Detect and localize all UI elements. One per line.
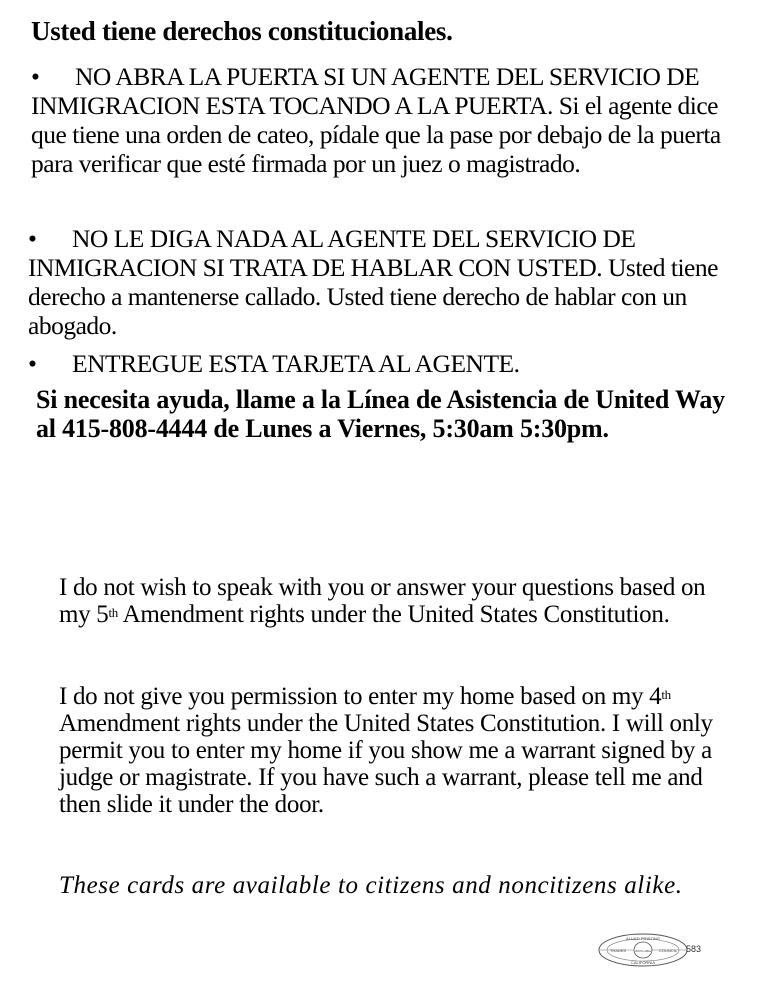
bullet-icon: • bbox=[31, 62, 40, 91]
bullet-text: NO LE DIGA NADA AL AGENTE DEL SERVICIO DE INMIGRACION SI TRATA DE HABLAR CON USTED. Usted tiene derecho a mantenerse callado. Usted tiene derecho de hablar con un abogado. bbox=[28, 224, 718, 340]
bullet-item-door bbox=[31, 62, 751, 178]
bullet-icon: • bbox=[28, 349, 37, 378]
union-top-text: ALLIED PRINTING bbox=[625, 936, 661, 941]
bullet-item-silence bbox=[28, 224, 748, 340]
union-bottom-text: CALIFORNIA bbox=[630, 960, 656, 965]
union-seal-icon bbox=[598, 933, 688, 967]
availability-note: These cards are available to citizens and noncitizens alike. bbox=[59, 872, 683, 899]
bullet-icon: • bbox=[28, 224, 37, 253]
union-right-text: COUNCIL bbox=[658, 948, 678, 953]
union-label-logo bbox=[598, 933, 718, 967]
bullet-item-card bbox=[28, 349, 748, 378]
p1-text-a: I do not wish to speak with you or answer your questions based on my 5 bbox=[59, 574, 706, 628]
english-paragraph-5th-amendment bbox=[59, 574, 739, 628]
spanish-heading: Usted tiene derechos constitucionales. bbox=[31, 16, 453, 46]
union-center-text: UNION LABEL bbox=[634, 950, 652, 953]
union-left-text: TRADES bbox=[609, 948, 627, 953]
p2-text-a: I do not give you permission to enter my home based on my 4 bbox=[59, 683, 662, 710]
english-paragraph-4th-amendment bbox=[59, 683, 739, 818]
help-line-text: Si necesita ayuda, llame a la Línea de Asistencia de United Way al 415-808-4444 de Lunes a Viernes, 5:30am 5:30pm. bbox=[36, 385, 725, 443]
bullet-text: ENTREGUE ESTA TARJETA AL AGENTE. bbox=[72, 349, 520, 378]
bullet-text: NO ABRA LA PUERTA SI UN AGENTE DEL SERVICIO DE INMIGRACION ESTA TOCANDO A LA PUERTA. Si el agente dice que tiene una orden de cateo, pídale que la pase por debajo de la puerta para verificar que esté firmada por un juez o magistrado. bbox=[31, 62, 721, 178]
p2-superscript: th bbox=[661, 687, 671, 702]
p2-text-b: Amendment rights under the United States Constitution. I will only permit you to enter my home if you show me a warrant signed by a judge or magistrate. If you have such a warrant, please tell me and then slide it under the door. bbox=[59, 710, 713, 818]
p1-superscript: th bbox=[108, 605, 119, 620]
p1-text-b: Amendment rights under the United States Constitution. bbox=[118, 601, 670, 628]
union-label-number: 583 bbox=[686, 944, 702, 954]
